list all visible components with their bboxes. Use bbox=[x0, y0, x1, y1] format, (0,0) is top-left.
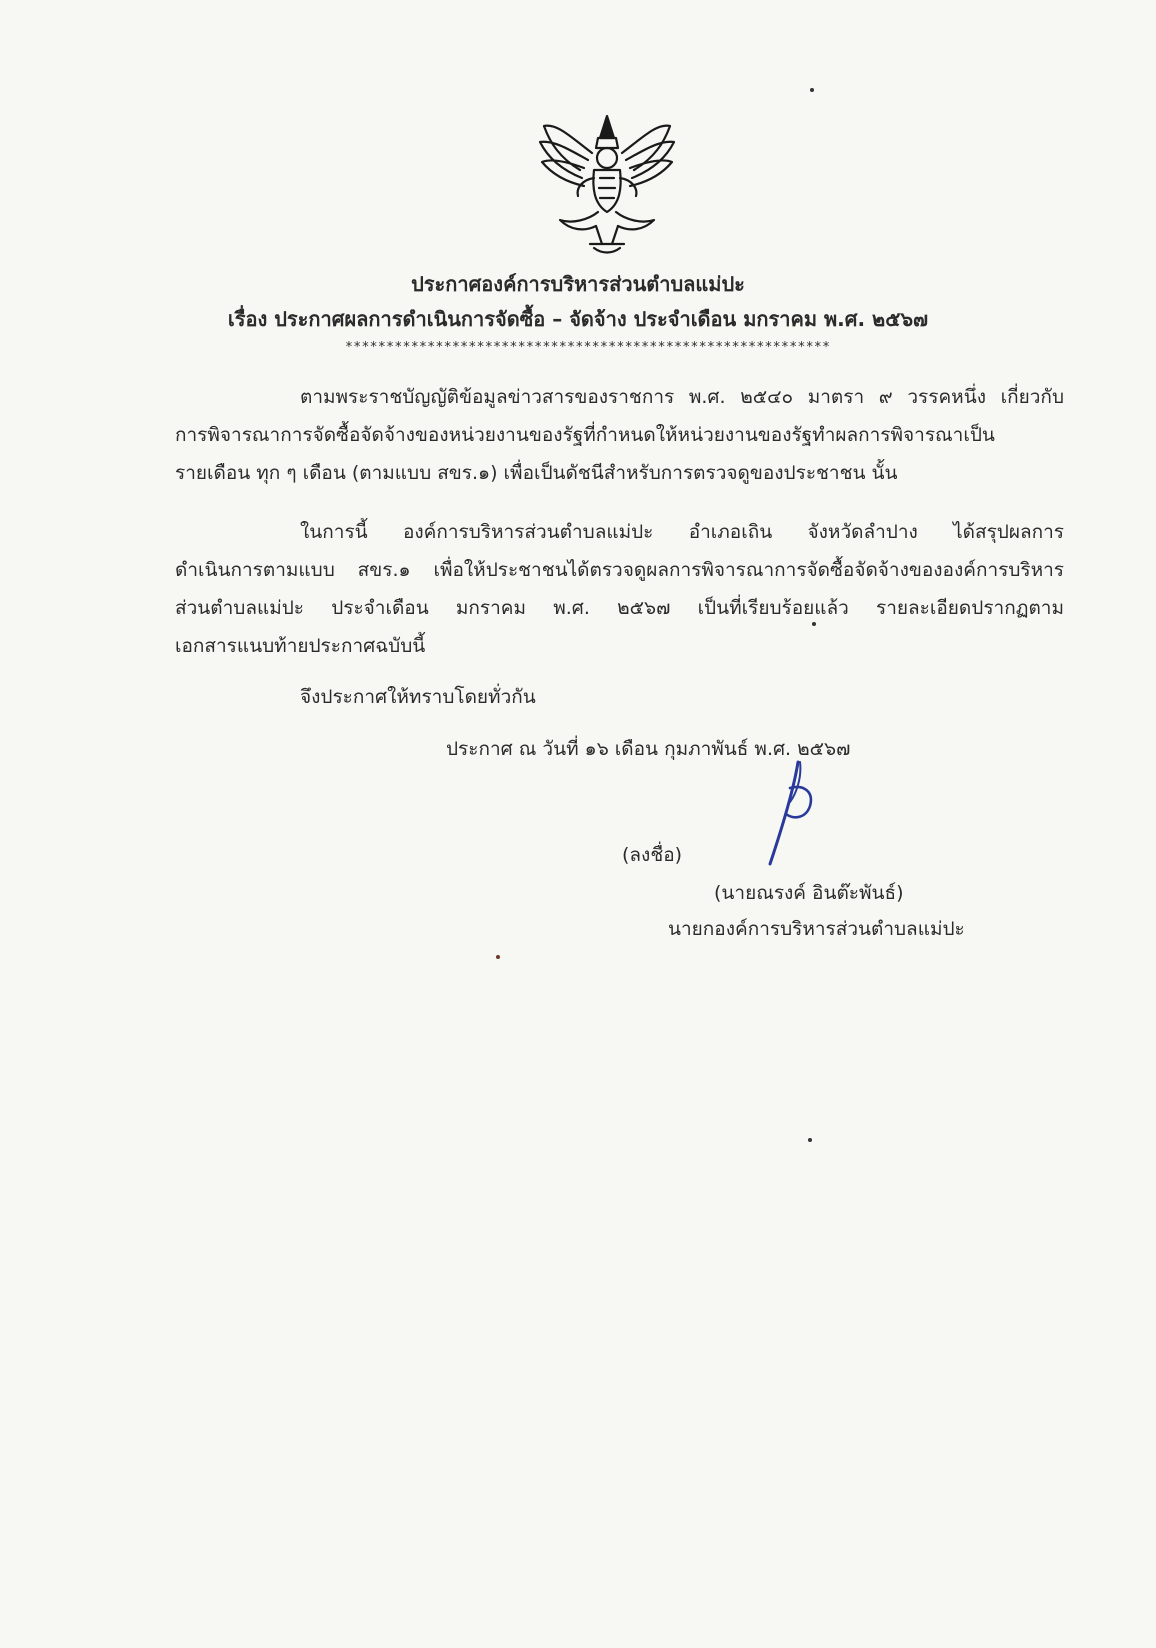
para1-line-3: รายเดือน ทุก ๆ เดือน (ตามแบบ สขร.๑) เพื่อเป็นดัชนีสำหรับการตรวจดูของประชาชน นั้น bbox=[175, 462, 898, 484]
announcement-date: ประกาศ ณ วันที่ ๑๖ เดือน กุมภาพันธ์ พ.ศ. ๒๕๖๗ bbox=[446, 738, 851, 760]
separator-line: *********************************************************** bbox=[345, 340, 831, 355]
scan-speck bbox=[812, 622, 816, 626]
sign-label: (ลงชื่อ) bbox=[622, 844, 683, 866]
para2-line-1: ในการนี้ องค์การบริหารส่วนตำบลแม่ปะ อำเภอเถิน จังหวัดลำปาง ได้สรุปผลการ bbox=[300, 521, 1064, 543]
scan-speck bbox=[810, 88, 814, 92]
scan-speck bbox=[496, 955, 500, 959]
para2-line-4: เอกสารแนบท้ายประกาศฉบับนี้ bbox=[175, 635, 426, 657]
closing-text: จึงประกาศให้ทราบโดยทั่วกัน bbox=[300, 686, 536, 708]
para2-line-2: ดำเนินการตามแบบ สขร.๑ เพื่อให้ประชาชนได้ตรวจดูผลการพิจารณาการจัดซื้อจัดจ้างขององค์การบริหาร bbox=[175, 559, 1064, 581]
scan-speck bbox=[808, 1138, 812, 1142]
handwritten-signature bbox=[760, 758, 820, 868]
garuda-emblem-icon bbox=[532, 108, 682, 258]
para2-line-3: ส่วนตำบลแม่ปะ ประจำเดือน มกราคม พ.ศ. ๒๕๖๗ เป็นที่เรียบร้อยแล้ว รายละเอียดปรากฏตาม bbox=[175, 597, 1064, 619]
para1-line-1: ตามพระราชบัญญัติข้อมูลข่าวสารของราชการ พ.ศ. ๒๕๔๐ มาตรา ๙ วรรคหนึ่ง เกี่ยวกับ bbox=[300, 386, 1064, 408]
para1-line-2: การพิจารณาการจัดซื้อจัดจ้างของหน่วยงานของรัฐที่กำหนดให้หน่วยงานของรัฐทำผลการพิจารณาเป็น bbox=[175, 424, 995, 446]
announcement-subject: เรื่อง ประกาศผลการดำเนินการจัดซื้อ – จัดจ้าง ประจำเดือน มกราคม พ.ศ. ๒๕๖๗ bbox=[227, 307, 929, 331]
announcement-title: ประกาศองค์การบริหารส่วนตำบลแม่ปะ bbox=[411, 272, 745, 296]
signatory-name: (นายณรงค์ อินต๊ะพันธ์) bbox=[714, 882, 904, 904]
signatory-position: นายกองค์การบริหารส่วนตำบลแม่ปะ bbox=[668, 918, 965, 940]
